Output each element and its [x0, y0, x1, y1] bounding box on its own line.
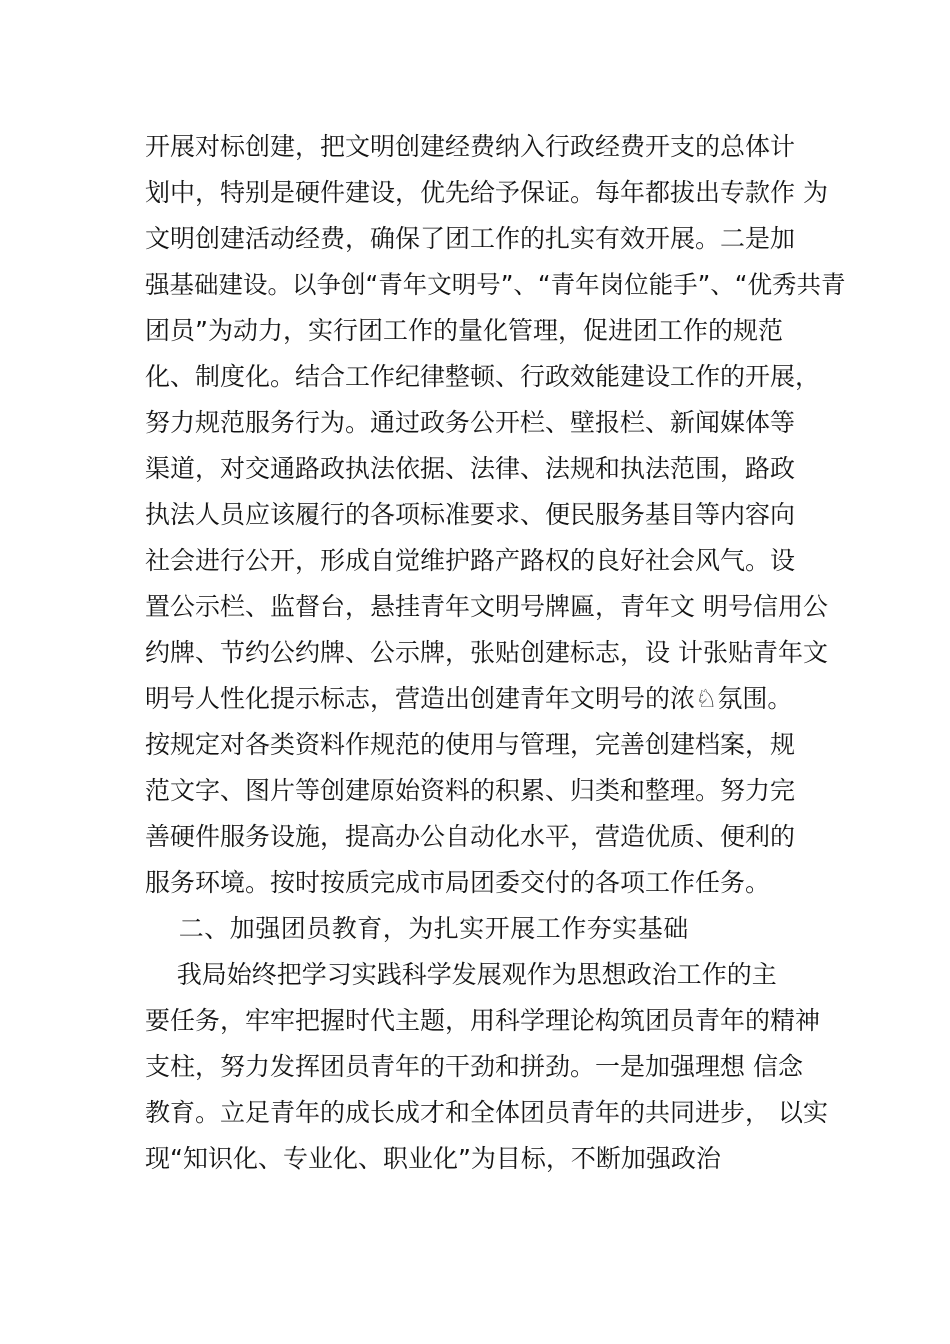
document-body: [145, 124, 845, 1182]
text-line: 团员”为动力，实行团工作的量化管理，促进团工作的规范: [145, 316, 783, 345]
text-line: 我局始终把学习实践科学发展观作为思想政治工作的主: [145, 960, 777, 989]
text-line: 文明创建活动经费，确保了团工作的扎实有效开展。二是加: [145, 224, 796, 253]
text-line: 努力规范服务行为。通过政务公开栏、壁报栏、新闻媒体等: [145, 408, 796, 437]
text-line: 渠道，对交通路政执法依据、法律、法规和执法范围，路政: [145, 454, 796, 483]
text-line: 按规定对各类资料作规范的使用与管理，完善创建档案，规: [145, 730, 796, 759]
text-line: 约牌、节约公约牌、公示牌，张贴创建标志，设 计张贴青年文: [145, 638, 828, 667]
text-line: 教育。立足青年的成长成才和全体团员青年的共同进步， 以实: [145, 1098, 828, 1127]
text-line: 要任务，牢牢把握时代主题，用科学理论构筑团员青年的精神: [145, 1006, 821, 1035]
text-line: 服务环境。按时按质完成市局团委交付的各项工作任务。: [145, 868, 771, 897]
text-line: 置公示栏、监督台，悬挂青年文明号牌匾，青年文 明号信用公: [145, 592, 828, 621]
section-heading: 二、加强团员教育，为扎实开展工作夯实基础: [145, 914, 689, 943]
text-line: 化、制度化。结合工作纪律整顿、行政效能建设工作的开展，: [145, 362, 821, 391]
text-line: 明号人性化提示标志，营造出创建青年文明号的浓♘氛围。: [145, 684, 793, 713]
text-line: 划中，特别是硬件建设，优先给予保证。每年都拔出专款作 为: [145, 178, 828, 207]
text-line: 强基础建设。以争创“青年文明号”、“青年岗位能手”、“优秀共青: [145, 270, 846, 299]
text-line: 现“知识化、专业化、职业化”为目标，不断加强政治: [145, 1144, 721, 1173]
text-line: 范文字、图片等创建原始资料的积累、归类和整理。努力完: [145, 776, 796, 805]
text-line: 善硬件服务设施，提高办公自动化水平，营造优质、便利的: [145, 822, 796, 851]
text-line: 执法人员应该履行的各项标准要求、便民服务基目等内容向: [145, 500, 796, 529]
text-line: 支柱，努力发挥团员青年的干劲和拼劲。一是加强理想 信念: [145, 1052, 803, 1081]
text-line: 社会进行公开，形成自觉维护路产路权的良好社会风气。设: [145, 546, 796, 575]
text-line: 开展对标创建，把文明创建经费纳入行政经费开支的总体计: [145, 132, 796, 161]
